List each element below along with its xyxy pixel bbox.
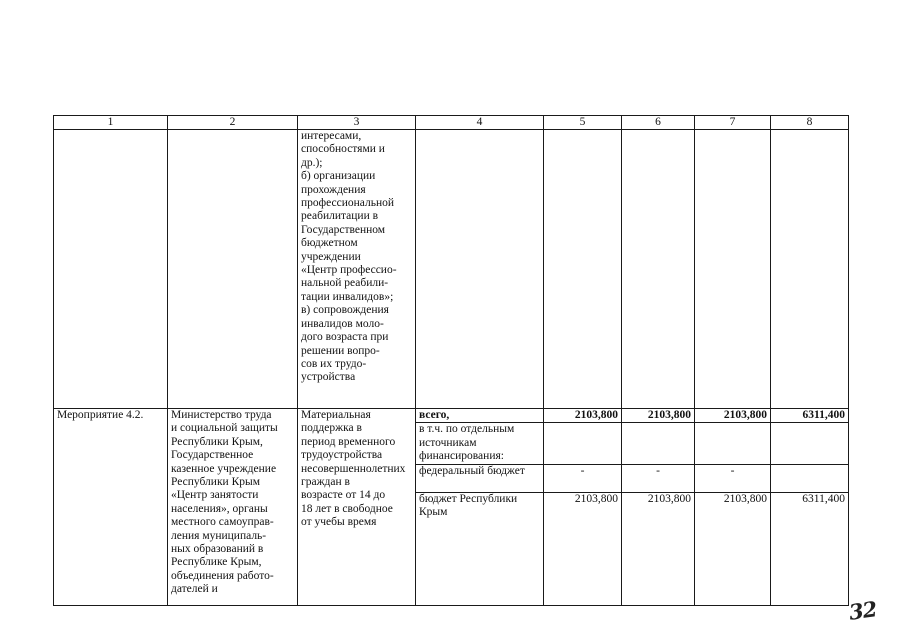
- text-line: «Центр занятости: [171, 489, 259, 502]
- text-line: «Центр профессио-: [301, 264, 397, 277]
- text-line: решении вопро-: [301, 344, 380, 357]
- text-line: Республики Крым: [171, 476, 260, 489]
- text-line: местного самоуправ-: [171, 516, 274, 529]
- text-line: нальной реабили-: [301, 277, 389, 290]
- text-line: прохождения: [301, 183, 366, 196]
- value-cell: [771, 464, 849, 492]
- column-number: 5: [544, 116, 622, 130]
- column-number: 2: [168, 116, 298, 130]
- text-line: 18 лет в свободное: [301, 502, 393, 515]
- text-line: период временного: [301, 435, 396, 448]
- text-line: Государственное: [171, 449, 254, 462]
- value-cell: [695, 423, 771, 464]
- text-line: и социальной защиты: [171, 422, 278, 435]
- financing-source-breakdown: в т.ч. по отдельным источникам финансирования:: [416, 423, 544, 464]
- empty-cell: [544, 130, 622, 409]
- text-line: Министерство труда: [171, 409, 272, 421]
- financing-source-federal: федеральный бюджет: [416, 464, 544, 492]
- text-line: учреждении: [301, 250, 361, 263]
- column-number: 7: [695, 116, 771, 130]
- text-line: профессиональной: [301, 197, 395, 210]
- value-cell: -: [544, 464, 622, 492]
- text-line: устройства: [301, 371, 356, 384]
- column-number: 4: [416, 116, 544, 130]
- column-number: 6: [622, 116, 695, 130]
- value-cell: 2103,800: [695, 409, 771, 423]
- value-cell: 2103,800: [622, 492, 695, 605]
- text-line: возрасте от 14 до: [301, 489, 386, 502]
- measure-name: [54, 409, 168, 606]
- value-cell: 2103,800: [544, 409, 622, 423]
- continuation-row: [54, 130, 849, 409]
- text-line: дателей и: [171, 583, 218, 596]
- text-line: реабилитации в: [301, 210, 379, 223]
- text-line: Республике Крым,: [171, 556, 262, 569]
- value-cell: 2103,800: [544, 492, 622, 605]
- measure-name-text: Мероприятие 4.2.: [57, 409, 144, 421]
- text-line: б) организации: [301, 170, 376, 183]
- text-line: дого возраста при: [301, 331, 389, 344]
- text-line: от учебы время: [301, 516, 377, 529]
- text-line: инвалидов моло-: [301, 317, 384, 330]
- measure-content: [298, 409, 416, 606]
- text-line: ных образований в: [171, 543, 264, 556]
- empty-cell: [168, 130, 298, 409]
- text-line: ления муниципаль-: [171, 529, 267, 542]
- value-cell: -: [622, 464, 695, 492]
- value-cell: 6311,400: [771, 409, 849, 423]
- value-cell: [771, 423, 849, 464]
- text-line: трудоустройства: [301, 449, 383, 462]
- value-cell: 2103,800: [622, 409, 695, 423]
- measure-executors: [168, 409, 298, 606]
- measure-content-continued: [298, 130, 416, 409]
- value-cell: [622, 423, 695, 464]
- value-cell: [544, 423, 622, 464]
- financing-row-total: [54, 409, 849, 423]
- empty-cell: [622, 130, 695, 409]
- text-line: поддержка в: [301, 422, 362, 435]
- text-line: Республики Крым,: [171, 435, 263, 448]
- value-cell: -: [695, 464, 771, 492]
- value-cell: 6311,400: [771, 492, 849, 605]
- financing-source-total: всего,: [416, 409, 544, 423]
- empty-cell: [695, 130, 771, 409]
- text-line: Материальная: [301, 409, 371, 421]
- column-number: 8: [771, 116, 849, 130]
- text-line: несовершеннолетних граждан в: [301, 462, 406, 489]
- column-number: 3: [298, 116, 416, 130]
- text-line: Государственном: [301, 223, 386, 236]
- empty-cell: [54, 130, 168, 409]
- text-line: др.);: [301, 156, 323, 169]
- text-line: в) сопровождения: [301, 304, 389, 317]
- empty-cell: [771, 130, 849, 409]
- text-line: сов их трудо-: [301, 357, 367, 370]
- column-number-row: [54, 116, 849, 130]
- value-cell: 2103,800: [695, 492, 771, 605]
- text-line: интересами,: [301, 130, 362, 142]
- text-line: тации инвалидов»;: [301, 290, 394, 303]
- handwritten-page-number: 32: [847, 596, 878, 625]
- empty-cell: [416, 130, 544, 409]
- text-line: населения», органы: [171, 502, 268, 515]
- text-line: казенное учреждение: [171, 462, 277, 475]
- text-line: бюджетном: [301, 237, 358, 250]
- text-line: объединения работо-: [171, 569, 274, 582]
- column-number: 1: [54, 116, 168, 130]
- program-table: [53, 115, 849, 606]
- financing-source-regional: бюджет Республики Крым: [416, 492, 544, 605]
- text-line: способностями и: [301, 143, 385, 156]
